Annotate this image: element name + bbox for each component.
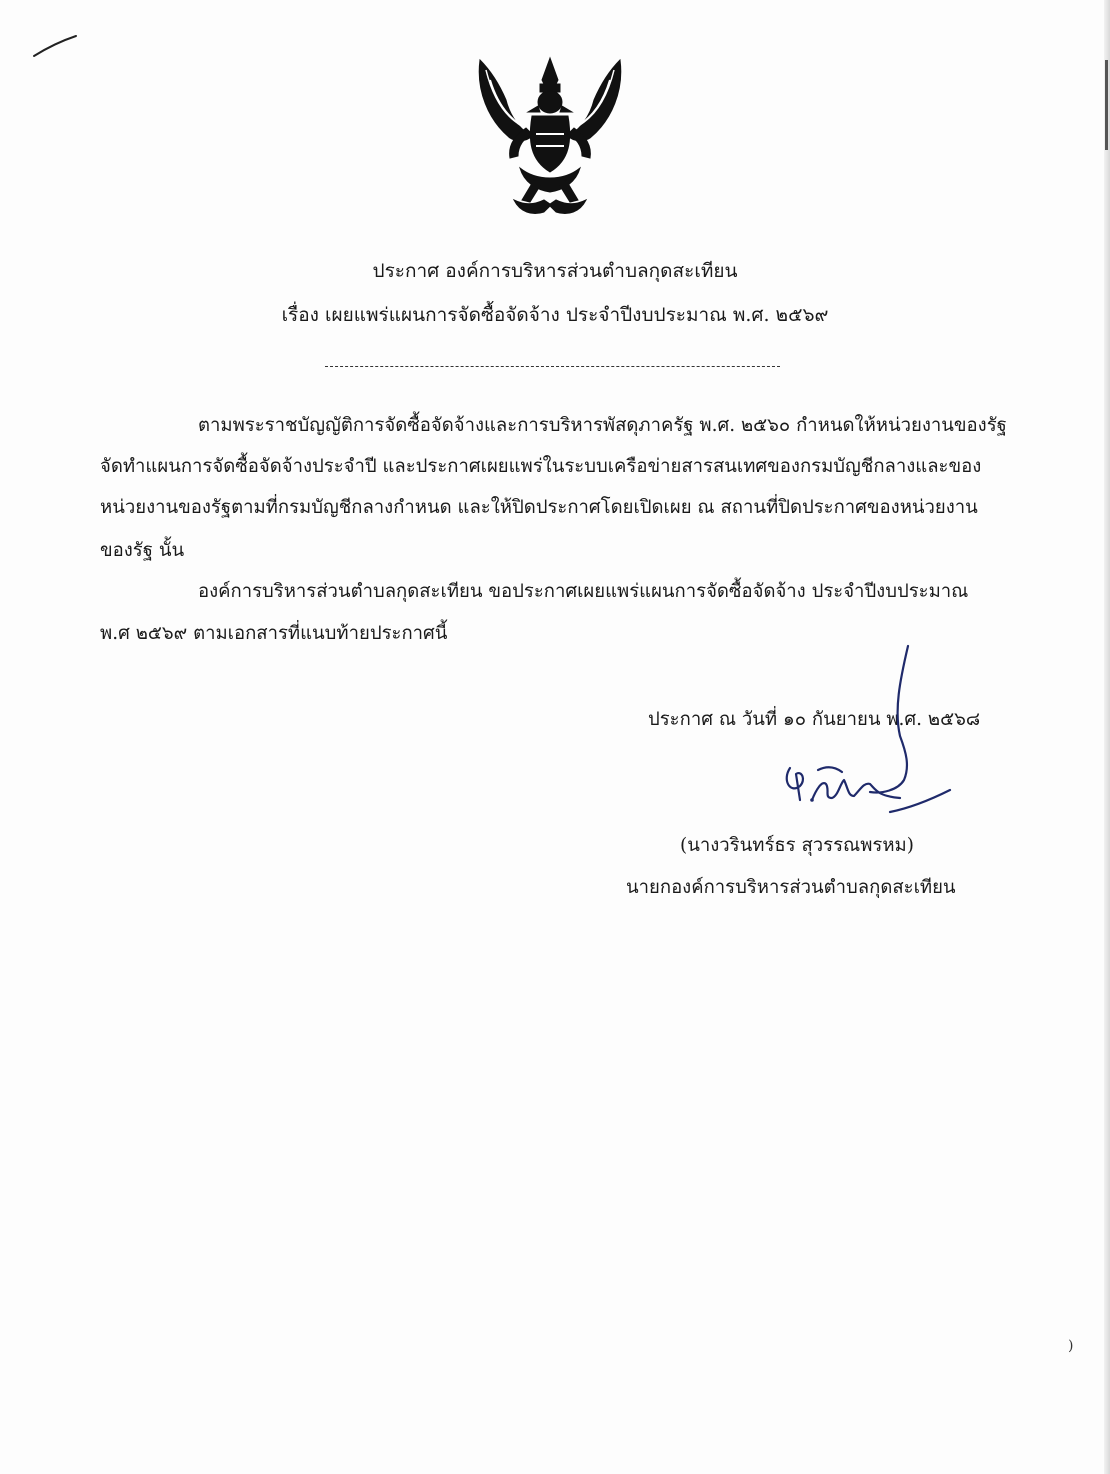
signer-title: นายกองค์การบริหารส่วนตำบลกุดสะเทียน bbox=[626, 877, 956, 898]
announcement-heading: ประกาศ องค์การบริหารส่วนตำบลกุดสะเทียน bbox=[372, 260, 738, 282]
announcement-date: ประกาศ ณ วันที่ ๑๐ กันยายน พ.ศ. ๒๕๖๘ bbox=[648, 709, 981, 730]
announcement-subject: เรื่อง เผยแพร่แผนการจัดซื้อจัดจ้าง ประจำปีงบประมาณ พ.ศ. ๒๕๖๙ bbox=[281, 304, 829, 326]
page-edge-mark bbox=[1105, 60, 1108, 150]
handwritten-signature bbox=[760, 640, 960, 850]
page-edge-shadow bbox=[1104, 0, 1110, 1474]
garuda-emblem-icon bbox=[470, 50, 630, 220]
body-paragraph-1-line-4: ของรัฐ นั้น bbox=[100, 540, 185, 561]
body-paragraph-1-line-2: จัดทำแผนการจัดซื้อจัดจ้างประจำปี และประกาศเผยแพร่ในระบบเครือข่ายสารสนเทศของกรมบัญชีกลางและของ bbox=[100, 456, 982, 477]
corner-mark: ) bbox=[1068, 1338, 1074, 1354]
body-paragraph-1-line-3: หน่วยงานของรัฐตามที่กรมบัญชีกลางกำหนด และให้ปิดประกาศโดยเปิดเผย ณ สถานที่ปิดประกาศของหน่วยงาน bbox=[100, 497, 978, 518]
body-paragraph-2-line-2: พ.ศ ๒๕๖๙ ตามเอกสารที่แนบท้ายประกาศนี้ bbox=[100, 623, 448, 644]
signer-name: (นางวรินทร์ธร สุวรรณพรหม) bbox=[680, 835, 914, 856]
stray-pen-stroke bbox=[30, 30, 90, 70]
body-paragraph-2-line-1: องค์การบริหารส่วนตำบลกุดสะเทียน ขอประกาศเผยแพร่แผนการจัดซื้อจัดจ้าง ประจำปีงบประมาณ bbox=[198, 581, 969, 602]
body-paragraph-1-line-1: ตามพระราชบัญญัติการจัดซื้อจัดจ้างและการบริหารพัสดุภาครัฐ พ.ศ. ๒๕๖๐ กำหนดให้หน่วยงานของรัฐ bbox=[198, 415, 1007, 436]
heading-divider bbox=[325, 366, 780, 367]
